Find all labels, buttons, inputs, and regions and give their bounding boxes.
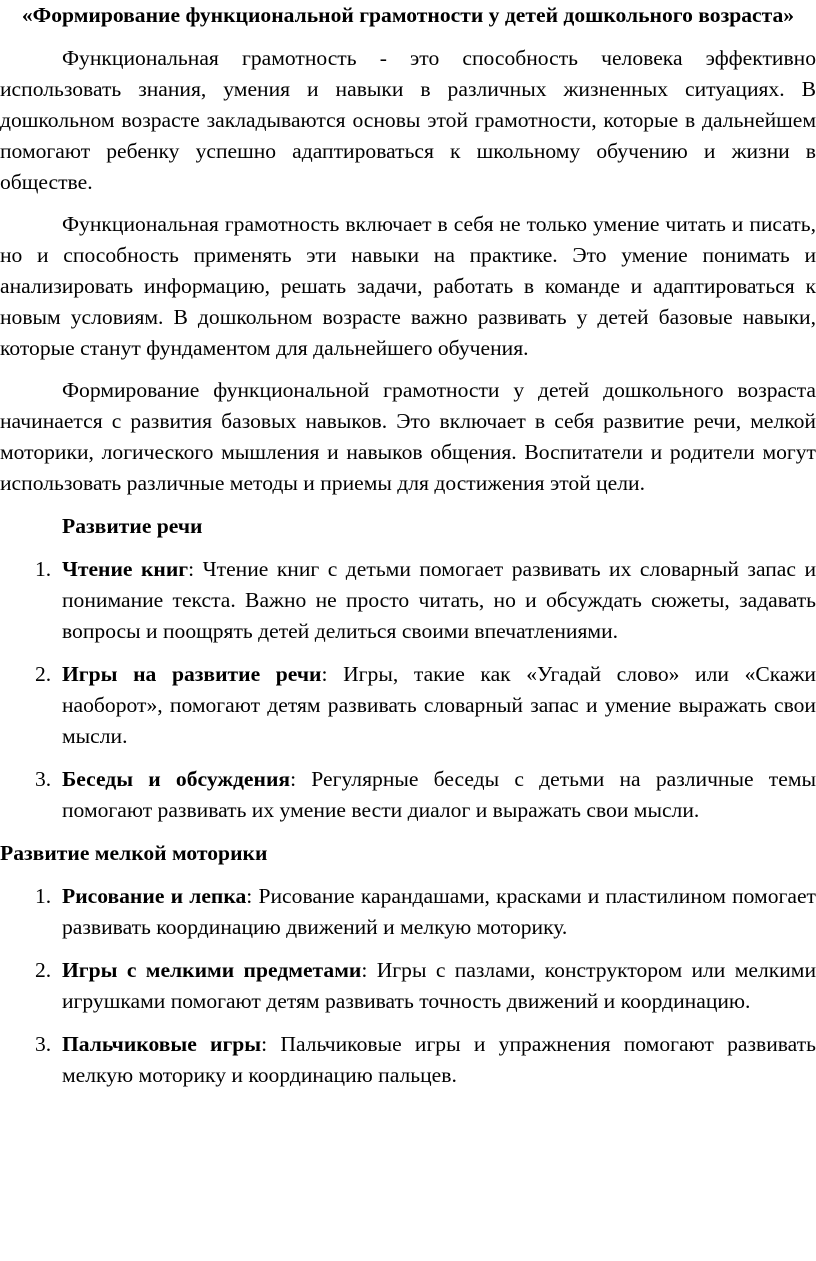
numbered-list xyxy=(0,881,816,1091)
section-heading: Развитие мелкой моторики xyxy=(0,841,268,865)
numbered-list xyxy=(0,554,816,826)
list-text: : Игры, такие как «Угадай слово» или «Скажи наоборот», помогают детям развивать словарный запас и умение выражать свои мысли. xyxy=(62,662,816,748)
list-term: Игры с мелкими предметами xyxy=(62,958,362,982)
list-item xyxy=(0,881,816,943)
list-term: Беседы и обсуждения xyxy=(62,767,291,791)
list-text: : Пальчиковые игры и упражнения помогают развивать мелкую моторику и координацию пальцев. xyxy=(62,1032,816,1087)
list-item xyxy=(0,1029,816,1091)
paragraph: Формирование функциональной грамотности у детей дошкольного возраста начинается с развития базовых навыков. Это включает в себя развитие речи, мелкой моторики, логического мышления и навыков общения. Воспитатели и родители могут использовать различные методы и приемы для достижения этой цели. xyxy=(0,378,816,495)
list-text: : Игры с пазлами, конструктором или мелкими игрушками помогают детям развивать точность движений и координацию. xyxy=(62,958,816,1013)
list-number: 3. xyxy=(35,767,52,791)
list-item xyxy=(0,659,816,752)
list-text: : Рисование карандашами, красками и пластилином помогает развивать координацию движений и мелкую моторику. xyxy=(62,884,816,939)
list-term: Чтение книг xyxy=(62,557,189,581)
list-term: Игры на развитие речи xyxy=(62,662,322,686)
list-text: : Регулярные беседы с детьми на различные темы помогают развивать их умение вести диалог и выражать свои мысли. xyxy=(62,767,816,822)
document-title: «Формирование функциональной грамотности у детей дошкольного возраста» xyxy=(21,3,795,27)
list-number: 1. xyxy=(35,884,52,908)
list-item xyxy=(0,955,816,1017)
list-item xyxy=(0,554,816,647)
list-term: Рисование и лепка xyxy=(62,884,247,908)
list-number: 2. xyxy=(35,662,52,686)
list-number: 3. xyxy=(35,1032,52,1056)
list-term: Пальчиковые игры xyxy=(62,1032,262,1056)
section-heading: Развитие речи xyxy=(62,514,203,538)
paragraph: Функциональная грамотность - это способность человека эффективно использовать знания, умения и навыки в различных жизненных ситуациях. В дошкольном возрасте закладываются основы этой грамотности, которые в дальнейшем помогают ребенку успешно адаптироваться к школьному обучению и жизни в обществе. xyxy=(0,46,816,194)
paragraph: Функциональная грамотность включает в себя не только умение читать и писать, но и способность применять эти навыки на практике. Это умение понимать и анализировать информацию, решать задачи, работать в команде и адаптироваться к новым условиям. В дошкольном возрасте важно развивать у детей базовые навыки, которые станут фундаментом для дальнейшего обучения. xyxy=(0,212,816,360)
list-number: 2. xyxy=(35,958,52,982)
list-item xyxy=(0,764,816,826)
list-text: : Чтение книг с детьми помогает развивать их словарный запас и понимание текста. Важно не просто читать, но и обсуждать сюжеты, задавать вопросы и поощрять детей делиться своими впечатлениями. xyxy=(62,557,816,643)
list-number: 1. xyxy=(35,557,52,581)
